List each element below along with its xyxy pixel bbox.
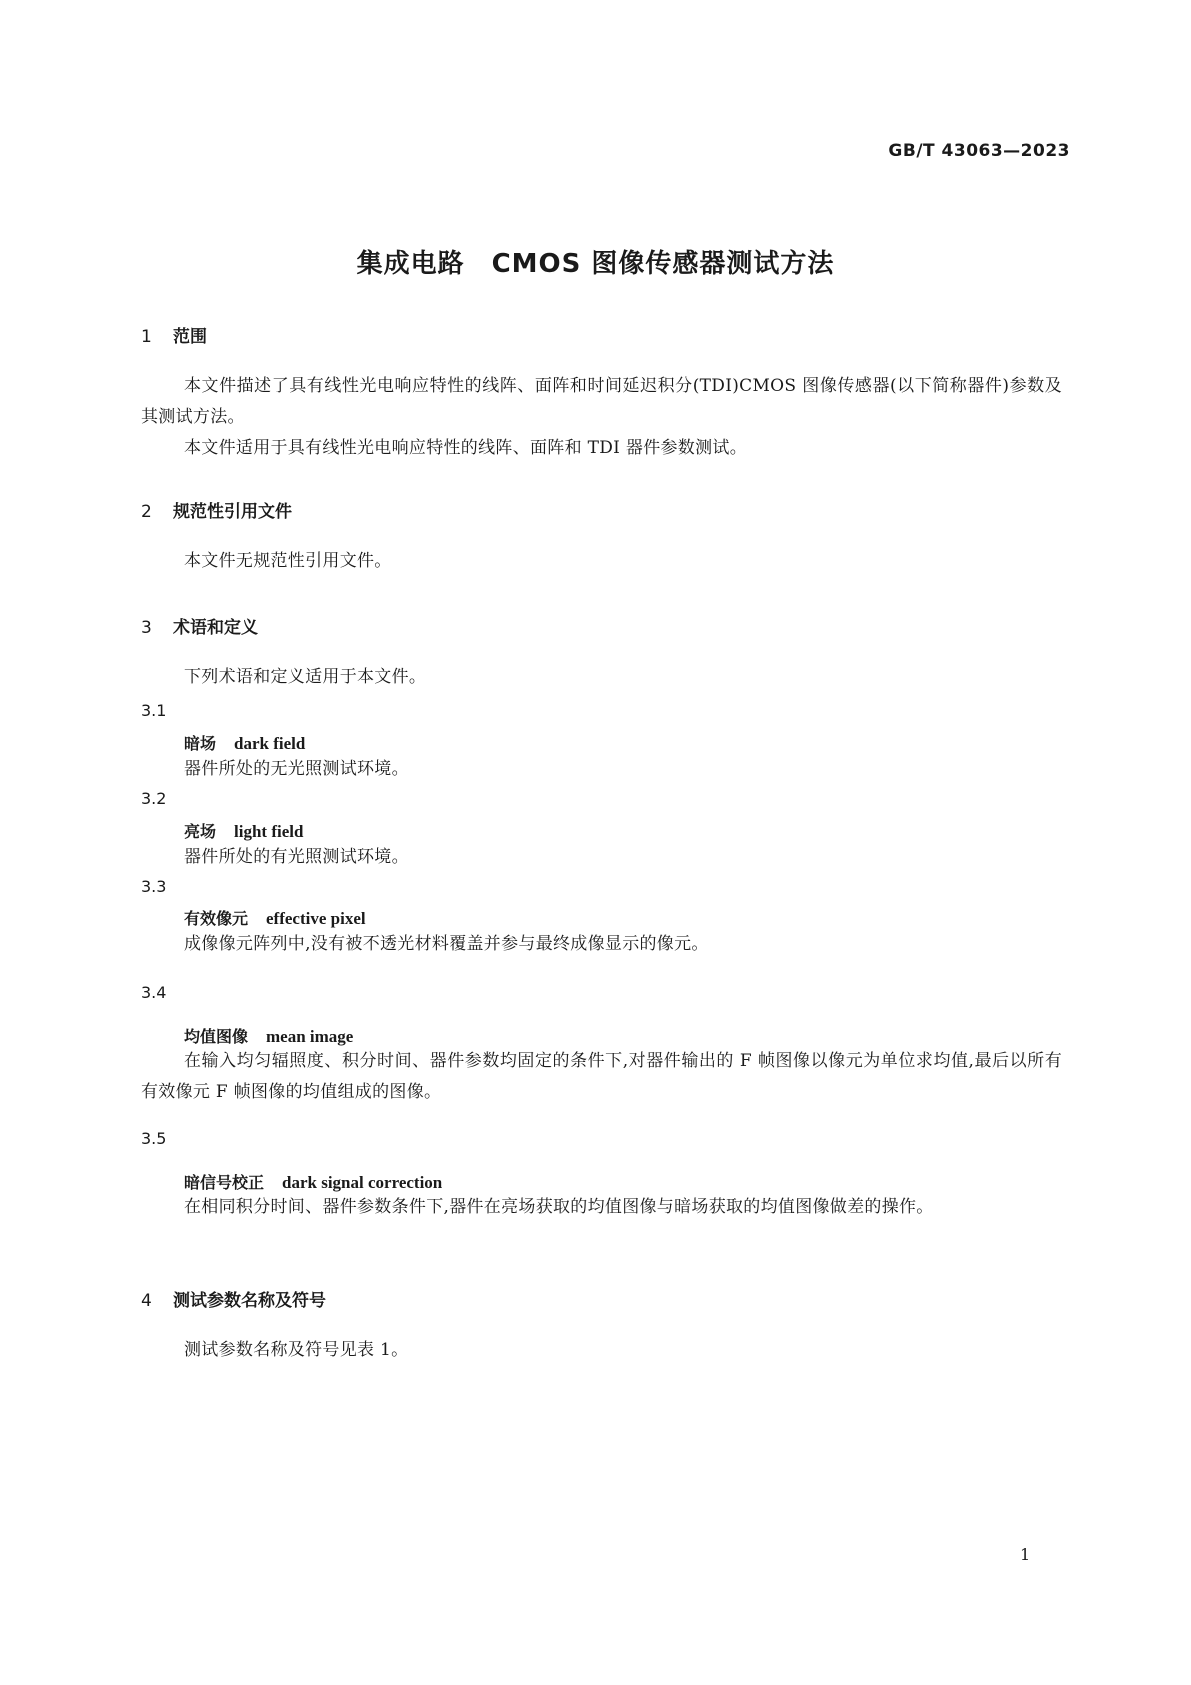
section-title: 范围 [173,327,207,347]
term-number: 3.4 [141,983,167,1002]
section-2-paragraph-1: 本文件无规范性引用文件。 [184,551,392,571]
term-definition: 成像像元阵列中,没有被不透光材料覆盖并参与最终成像显示的像元。 [184,934,709,954]
term-zh: 暗场 [184,734,217,753]
section-title: 测试参数名称及符号 [173,1291,326,1311]
section-title: 术语和定义 [173,618,258,638]
term-en: dark field [234,734,306,753]
term-zh: 有效像元 [184,909,249,928]
section-number: 4 [141,1291,152,1311]
term-zh: 暗信号校正 [184,1173,265,1192]
term-en: light field [234,822,304,841]
term-heading [184,1024,353,1047]
document-title: 集成电路 CMOS 图像传感器测试方法 [356,249,835,279]
section-4-heading [141,1286,326,1311]
term-en: dark signal correction [282,1173,443,1192]
page-number: 1 [1020,1545,1031,1564]
section-2-heading [141,497,292,522]
section-number: 3 [141,618,152,638]
term-definition: 器件所处的无光照测试环境。 [184,759,409,779]
term-definition: 在输入均匀辐照度、积分时间、器件参数均固定的条件下,对器件输出的 F 帧图像以像元为单位求均值,最后以所有有效像元 F 帧图像的均值组成的图像。 [141,1051,1062,1102]
term-number: 3.3 [141,877,167,896]
term-zh: 均值图像 [184,1027,249,1046]
term-heading [184,819,303,842]
term-definition: 在相同积分时间、器件参数条件下,器件在亮场获取的均值图像与暗场获取的均值图像做差的操作。 [184,1197,934,1217]
section-1-heading [141,322,207,347]
section-1-paragraph-1: 本文件描述了具有线性光电响应特性的线阵、面阵和时间延迟积分(TDI)CMOS 图像传感器(以下简称器件)参数及其测试方法。 [141,376,1062,427]
term-heading [184,906,366,929]
section-3-paragraph-1: 下列术语和定义适用于本文件。 [184,667,427,687]
section-number: 1 [141,327,152,347]
term-heading [184,1170,442,1193]
term-number: 3.2 [141,789,167,808]
standard-code: GB/T 43063—2023 [888,141,1070,161]
term-en: mean image [266,1027,354,1046]
section-3-heading [141,613,258,638]
term-number: 3.1 [141,701,167,720]
section-number: 2 [141,502,152,522]
term-definition: 器件所处的有光照测试环境。 [184,847,409,867]
section-4-paragraph-1: 测试参数名称及符号见表 1。 [184,1340,409,1360]
term-en: effective pixel [266,909,366,928]
term-heading [184,731,305,754]
term-zh: 亮场 [184,822,217,841]
term-number: 3.5 [141,1129,167,1148]
section-1-paragraph-2: 本文件适用于具有线性光电响应特性的线阵、面阵和 TDI 器件参数测试。 [184,438,747,458]
section-title: 规范性引用文件 [173,502,292,522]
